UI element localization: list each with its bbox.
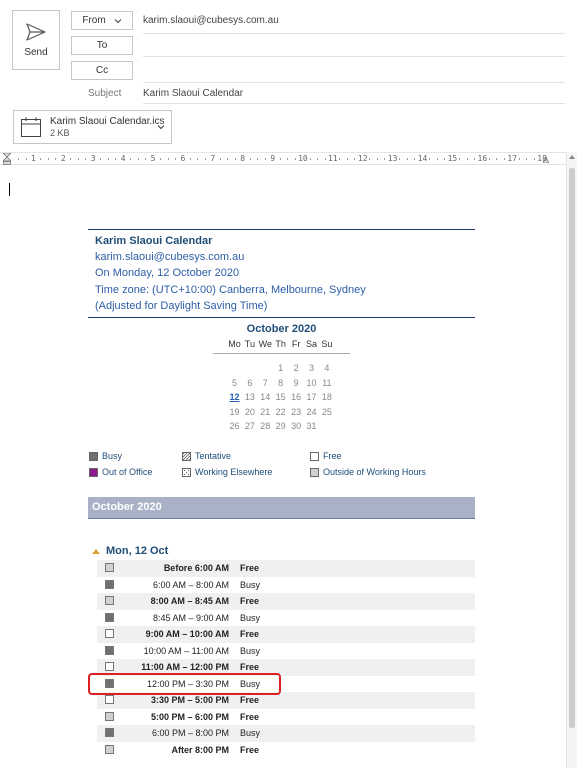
ruler-tick bbox=[295, 158, 296, 160]
calendar-day: 8 bbox=[278, 377, 284, 388]
slot-time: 3:30 PM – 5:00 PM bbox=[150, 695, 229, 706]
ruler-tick bbox=[526, 158, 527, 160]
attachment-name: Karim Slaoui Calendar.ics bbox=[50, 115, 165, 127]
to-button[interactable] bbox=[71, 36, 133, 55]
ruler-number: 11 bbox=[328, 154, 338, 163]
ruler-number: 13 bbox=[387, 154, 398, 163]
cc-field[interactable] bbox=[143, 82, 565, 83]
ruler-tick bbox=[534, 158, 535, 160]
calendar-day: 18 bbox=[321, 392, 332, 402]
slot-state: Free bbox=[240, 711, 260, 722]
time-slot-row bbox=[97, 626, 475, 643]
chevron-down-icon[interactable] bbox=[157, 123, 165, 131]
calendar-day: 13 bbox=[244, 392, 255, 402]
calendar-day: 7 bbox=[262, 377, 268, 388]
status-swatch bbox=[105, 629, 114, 638]
calendar-day: 9 bbox=[293, 377, 299, 388]
outside-hours-swatch bbox=[310, 468, 319, 477]
from-label: From bbox=[82, 15, 106, 26]
ruler-tick bbox=[414, 158, 415, 160]
scroll-up-arrow-icon[interactable] bbox=[569, 155, 575, 159]
time-slot-row bbox=[97, 742, 475, 759]
status-swatch bbox=[105, 728, 114, 737]
attachment-card[interactable] bbox=[13, 110, 172, 144]
calendar-day: 31 bbox=[306, 421, 317, 431]
send-label: Send bbox=[24, 46, 48, 58]
to-label: To bbox=[96, 40, 108, 51]
ruler-tick bbox=[354, 158, 355, 160]
calendar-day: 16 bbox=[291, 392, 302, 402]
calendar-day: 4 bbox=[324, 363, 330, 373]
time-slot-row bbox=[97, 593, 475, 610]
ruler-number: 5 bbox=[150, 154, 156, 163]
vertical-scrollbar[interactable] bbox=[566, 152, 577, 768]
out-of-office-swatch bbox=[89, 468, 98, 477]
calendar-day: 10 bbox=[306, 377, 317, 388]
ruler-number: 17 bbox=[507, 154, 518, 163]
calendar-day: 2 bbox=[293, 363, 299, 373]
subject-divider bbox=[143, 103, 565, 104]
ruler-tick bbox=[40, 158, 41, 160]
slot-state: Free bbox=[240, 662, 260, 673]
day-label: Mon, 12 Oct bbox=[106, 545, 169, 557]
calendar-day: 20 bbox=[244, 406, 255, 417]
ruler-tick bbox=[287, 158, 288, 160]
slot-time: 10:00 AM – 11:00 AM bbox=[143, 645, 229, 656]
ruler-tick bbox=[504, 158, 505, 160]
calendar-dst: (Adjusted for Daylight Saving Time) bbox=[95, 300, 268, 312]
ruler-tick bbox=[257, 158, 258, 160]
ruler-number: 6 bbox=[180, 154, 186, 163]
text-cursor bbox=[9, 183, 10, 196]
calendar-timezone: Time zone: (UTC+10:00) Canberra, Melbourne, Sydney bbox=[95, 284, 366, 296]
subject-field[interactable]: Karim Slaoui Calendar bbox=[143, 88, 244, 99]
legend-out-of-office bbox=[89, 467, 152, 477]
ruler-tick bbox=[18, 158, 19, 160]
send-icon bbox=[26, 23, 46, 41]
ruler-tick bbox=[339, 158, 340, 160]
ruler-tick bbox=[190, 158, 191, 160]
to-field[interactable] bbox=[143, 56, 565, 57]
ruler-tick bbox=[474, 158, 475, 160]
ruler-tick bbox=[100, 158, 101, 160]
ruler-number: 8 bbox=[240, 154, 246, 163]
legend-out-of-office-label: Out of Office bbox=[102, 467, 153, 477]
ruler-tick bbox=[519, 158, 520, 160]
from-divider bbox=[143, 33, 565, 34]
send-button[interactable] bbox=[12, 10, 60, 70]
from-value: karim.slaoui@cubesys.com.au bbox=[143, 15, 279, 26]
calendar-day: 6 bbox=[247, 377, 253, 388]
calendar-day-today[interactable]: 12 bbox=[229, 392, 240, 402]
slot-time: Before 6:00 AM bbox=[163, 563, 229, 574]
slot-time: 11:00 AM – 12:00 PM bbox=[141, 662, 229, 673]
slot-time: 6:00 PM – 8:00 PM bbox=[151, 728, 229, 739]
status-swatch bbox=[105, 613, 114, 622]
calendar-day: 30 bbox=[291, 421, 302, 431]
legend-tentative bbox=[182, 451, 231, 461]
ruler-tick bbox=[325, 158, 326, 160]
weekday-header: Fr bbox=[291, 339, 301, 349]
ruler-tick bbox=[369, 158, 370, 160]
legend-free bbox=[310, 451, 342, 461]
ruler-number: 2 bbox=[60, 154, 66, 163]
time-slot-row bbox=[97, 709, 475, 726]
indent-marker-icon[interactable] bbox=[3, 153, 11, 165]
ruler-tick bbox=[138, 158, 139, 160]
ruler-tick bbox=[108, 158, 109, 160]
slot-state: Free bbox=[240, 695, 260, 706]
calendar-day: 27 bbox=[244, 421, 255, 431]
status-swatch bbox=[105, 695, 114, 704]
ruler-number: 12 bbox=[357, 154, 368, 163]
ruler-number: 1 bbox=[31, 154, 36, 163]
ruler-tick bbox=[160, 158, 161, 160]
ruler-tick bbox=[347, 158, 348, 160]
slot-state: Free bbox=[240, 563, 260, 574]
calendar-file-icon bbox=[20, 116, 42, 138]
weekday-header: We bbox=[258, 339, 272, 349]
status-swatch bbox=[105, 745, 114, 754]
ruler-number: 15 bbox=[447, 154, 458, 163]
calendar-day: 28 bbox=[260, 421, 271, 431]
calendar-day: 22 bbox=[275, 406, 286, 417]
calendar-day: 15 bbox=[275, 392, 286, 402]
ruler-tick bbox=[437, 158, 438, 160]
tentative-swatch bbox=[182, 452, 191, 461]
status-swatch bbox=[105, 580, 114, 589]
status-swatch bbox=[105, 646, 114, 655]
ruler-number: 7 bbox=[210, 154, 216, 163]
busy-swatch bbox=[89, 452, 98, 461]
ruler-tick bbox=[310, 158, 311, 160]
ruler-tick bbox=[145, 158, 146, 160]
ruler-tick bbox=[197, 158, 198, 160]
slot-time: 9:00 AM – 10:00 AM bbox=[145, 629, 229, 640]
ruler-number: 3 bbox=[90, 154, 96, 163]
weekday-header: Sa bbox=[305, 339, 317, 349]
ruler-number: 4 bbox=[120, 154, 126, 163]
ruler-tick bbox=[467, 158, 468, 160]
ruler-tick bbox=[429, 158, 430, 160]
ruler-tick bbox=[377, 158, 378, 160]
legend-outside-hours bbox=[310, 467, 426, 477]
slot-time: 12:00 PM – 3:30 PM bbox=[146, 678, 229, 689]
slot-time: After 8:00 PM bbox=[171, 744, 229, 755]
legend-tentative-label: Tentative bbox=[195, 451, 232, 461]
ruler-tick bbox=[70, 158, 71, 160]
top-rule bbox=[88, 229, 475, 230]
status-swatch bbox=[105, 596, 114, 605]
legend-busy bbox=[89, 451, 122, 461]
ruler-number: 9 bbox=[270, 154, 276, 163]
ruler-tick bbox=[317, 158, 318, 160]
slot-state: Busy bbox=[240, 728, 261, 739]
legend-outside-hours-label: Outside of Working Hours bbox=[323, 467, 426, 477]
ruler-tick bbox=[205, 158, 206, 160]
slot-time: 5:00 PM – 6:00 PM bbox=[150, 711, 229, 722]
month-band: October 2020 bbox=[88, 497, 475, 518]
ruler-tick bbox=[280, 158, 281, 160]
ruler-tick bbox=[489, 158, 490, 160]
ruler-tick bbox=[235, 158, 236, 160]
collapse-triangle-icon[interactable] bbox=[92, 549, 100, 554]
ruler-tick bbox=[496, 158, 497, 160]
subject-label: Subject bbox=[88, 88, 122, 99]
ruler-number: 14 bbox=[417, 154, 428, 163]
slot-time: 8:45 AM – 9:00 AM bbox=[152, 612, 229, 623]
ruler-tick bbox=[384, 158, 385, 160]
ruler-tick bbox=[26, 158, 27, 160]
mini-calendar-rule bbox=[213, 353, 350, 354]
ruler-tick bbox=[48, 158, 49, 160]
calendar-day: 26 bbox=[229, 421, 240, 431]
time-slot-row bbox=[97, 610, 475, 627]
slot-state: Busy bbox=[240, 612, 261, 623]
slot-time: 8:00 AM – 8:45 AM bbox=[150, 596, 229, 607]
ruler-number: 10 bbox=[298, 154, 308, 163]
calendar-day: 17 bbox=[306, 392, 317, 402]
chevron-down-icon bbox=[114, 17, 122, 25]
ruler-tick bbox=[250, 158, 251, 160]
calendar-day: 1 bbox=[278, 363, 284, 373]
month-band-rule bbox=[88, 518, 475, 519]
slot-state: Busy bbox=[240, 678, 261, 689]
calendar-day: 19 bbox=[229, 406, 240, 417]
highlight-box bbox=[88, 673, 281, 695]
cc-label: Cc bbox=[95, 65, 109, 76]
slot-time: 6:00 AM – 8:00 AM bbox=[152, 579, 229, 590]
day-header[interactable] bbox=[92, 545, 168, 557]
ruler-tick bbox=[399, 158, 400, 160]
ruler-tick bbox=[85, 158, 86, 160]
legend-working-elsewhere-label: Working Elsewhere bbox=[195, 467, 273, 477]
status-swatch bbox=[105, 563, 114, 572]
slot-state: Busy bbox=[240, 579, 261, 590]
time-slot-row bbox=[97, 577, 475, 594]
time-slot-row bbox=[97, 643, 475, 660]
calendar-day: 23 bbox=[291, 406, 302, 417]
working-elsewhere-swatch bbox=[182, 468, 191, 477]
calendar-email: karim.slaoui@cubesys.com.au bbox=[95, 251, 245, 263]
ruler-number: 18 bbox=[537, 154, 547, 163]
ruler-tick bbox=[115, 158, 116, 160]
legend-free-label: Free bbox=[323, 451, 342, 461]
time-slot-row bbox=[97, 725, 475, 742]
ruler-tick bbox=[175, 158, 176, 160]
status-swatch bbox=[105, 662, 114, 671]
free-swatch bbox=[310, 452, 319, 461]
ruler-tick bbox=[407, 158, 408, 160]
status-swatch bbox=[105, 712, 114, 721]
weekday-header: Tu bbox=[244, 339, 255, 349]
header-bottom-rule bbox=[88, 317, 475, 318]
scroll-thumb[interactable] bbox=[569, 168, 575, 728]
calendar-day: 14 bbox=[260, 392, 271, 402]
weekday-header: Th bbox=[275, 339, 286, 349]
ruler-tick bbox=[55, 158, 56, 160]
calendar-day: 24 bbox=[306, 406, 317, 417]
calendar-date: On Monday, 12 October 2020 bbox=[95, 267, 240, 279]
slot-state: Free bbox=[240, 744, 260, 755]
calendar-day: 3 bbox=[308, 363, 314, 373]
legend-busy-label: Busy bbox=[102, 451, 123, 461]
from-button[interactable] bbox=[71, 11, 133, 30]
calendar-day: 5 bbox=[231, 377, 237, 388]
ruler bbox=[0, 152, 566, 165]
slot-state: Free bbox=[240, 629, 260, 640]
cc-button[interactable] bbox=[71, 61, 133, 80]
calendar-title: Karim Slaoui Calendar bbox=[95, 235, 213, 247]
ruler-number: 16 bbox=[477, 154, 488, 163]
slot-state: Free bbox=[240, 596, 260, 607]
ruler-tick bbox=[459, 158, 460, 160]
ruler-tick bbox=[444, 158, 445, 160]
calendar-day: 29 bbox=[275, 421, 286, 431]
slot-state: Busy bbox=[240, 645, 261, 656]
attachment-size: 2 KB bbox=[50, 127, 70, 138]
ruler-tick bbox=[130, 158, 131, 160]
ruler-tick bbox=[78, 158, 79, 160]
ruler-tick bbox=[168, 158, 169, 160]
ruler-tick bbox=[227, 158, 228, 160]
weekday-header: Su bbox=[321, 339, 333, 349]
calendar-day: 25 bbox=[321, 406, 332, 417]
calendar-day: 21 bbox=[260, 406, 271, 417]
weekday-header: Mo bbox=[228, 339, 241, 349]
ruler-tick bbox=[265, 158, 266, 160]
time-slot-row bbox=[97, 560, 475, 577]
ruler-tick bbox=[220, 158, 221, 160]
mini-calendar-title: October 2020 bbox=[246, 323, 317, 335]
legend-working-elsewhere bbox=[182, 467, 272, 477]
calendar-day: 11 bbox=[322, 377, 332, 388]
